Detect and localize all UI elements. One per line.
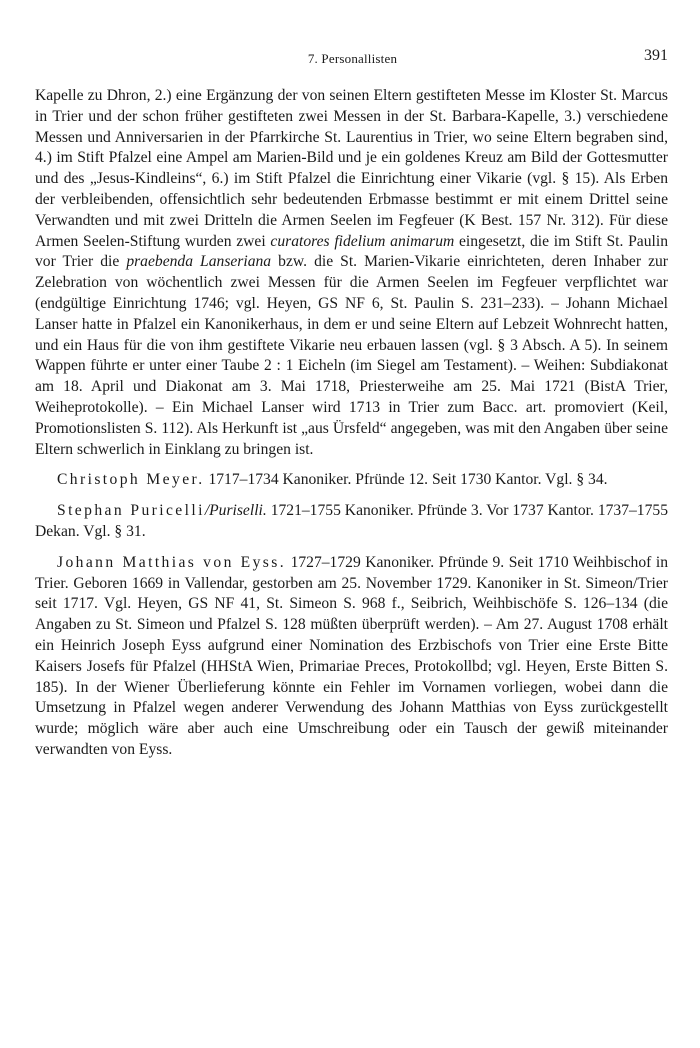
running-title: 7. Personallisten <box>307 51 398 66</box>
entry-name-variant: /Puriselli. <box>204 502 267 520</box>
entry-name: Johann Matthias von Eyss. <box>57 553 287 571</box>
page-number: 391 <box>644 47 668 64</box>
body-text <box>35 86 668 761</box>
continuation-paragraph <box>35 86 668 460</box>
continuation-text-3: bzw. die St. Marien-Vikarie einrichteten, deren Inhaber zur Zelebration von wöchentlich zwei Messen für die Armen Seelen im Fegfeuer verpflichtet war (endgültige Einrichtung 1746; vgl. Heyen, GS NF 6, St. Paulin S. 231–233). – Johann Michael Lanser hatte in Pfalzel ein Kanonikerhaus, in dem er und seine Eltern auf Lebzeit Wohnrecht hatten, und ein Haus für die von ihm gestiftete Vikarie neu erbauen lassen (vgl. § 3 Absch. A 5). In seinem Wappen führte er unter einer Taube 2 : 1 Eicheln (im Siegel am Testament). – Weihen: Subdiakonat am 18. April und Diakonat am 3. Mai 1718, Priesterweihe am 25. Mai 1721 (BistA Trier, Weiheprotokolle). – Ein Michael Lanser wird 1713 in Trier zum Bacc. art. promoviert (Keil, Promotionslisten S. 112). Als Herkunft ist „aus Ürsfeld“ angegeben, was mit den Angaben über seine Eltern schwerlich in Einklang zu bringen ist. <box>35 253 668 458</box>
entry-eyss <box>35 553 668 761</box>
entry-name: Stephan Puricelli <box>57 502 205 520</box>
entry-text: 1721–1755 Kanoniker. Pfründe 3. Vor 1737 Kantor. 1737–1755 Dekan. Vgl. § 31. <box>35 502 668 540</box>
entry-name: Christoph Meyer. <box>57 471 205 489</box>
italic-term-curatores: curatores fidelium animarum <box>270 232 455 250</box>
entry-text: 1727–1729 Kanoniker. Pfründe 9. Seit 1710 Weihbischof in Trier. Geboren 1669 in Vallendar, gestorben am 25. November 1729. Kanoniker in St. Simeon/Trier seit 1717. Vgl. Heyen, GS NF 41, St. Simeon S. 968 f., Seibrich, Weihbischöfe S. 126–134 (die Angaben zu St. Simeon und Pfalzel S. 128 müßten überprüft werden). – Am 27. August 1708 erhält ein Heinrich Joseph Eyss aufgrund einer Nomination des Erzbischofs von Trier eine Erste Bitte Kaisers Josefs für Pfalzel (HHStA Wien, Primariae Preces, Protokollbd; vgl. Heyen, Erste Bitten S. 185). In der Wiener Überlieferung könnte ein Fehler im Vornamen vorliegen, wobei dann die Umsetzung in Pfalzel wegen anderer Verwendung des Johann Matthias von Eyss zurückgestellt wurde; möglich wäre aber auch eine Umschreibung oder ein Tausch der gewiß miteinander verwandten von Eyss. <box>35 553 668 758</box>
entry-meyer <box>35 470 668 491</box>
continuation-text-1: Kapelle zu Dhron, 2.) eine Ergänzung der von seinen Eltern gestifteten Messe im Kloster St. Marcus in Trier und der schon früher gestifteten zwei Messen in der St. Barbara-Kapelle, 3.) verschiedene Messen und Anniversarien in der Pfarrkirche St. Laurentius in Trier, wo seine Eltern begraben sind, 4.) im Stift Pfalzel eine Ampel am Marien-Bild und je ein goldenes Kreuz am Bild der Gottesmutter und des „Jesus-Kindleins“, 6.) im Stift Pfalzel die Einrichtung einer Vikarie (vgl. § 15). Als Erben der verbleibenden, offensichtlich sehr bedeutenden Erbmasse bestimmt er mit einem Drittel seine Verwandten und mit zwei Dritteln die Armen Seelen im Fegfeuer (K Best. 157 Nr. 312). Für diese Armen Seelen-Stiftung wurden zwei <box>35 87 668 250</box>
italic-term-praebenda: praebenda Lanseriana <box>126 253 272 271</box>
entry-puricelli <box>35 501 668 543</box>
page-header <box>35 47 670 71</box>
continuation-text-2: eingesetzt, die im Stift St. Paulin vor Trier die <box>35 232 668 271</box>
entry-text: 1717–1734 Kanoniker. Pfründe 12. Seit 1730 Kantor. Vgl. § 34. <box>204 471 608 489</box>
